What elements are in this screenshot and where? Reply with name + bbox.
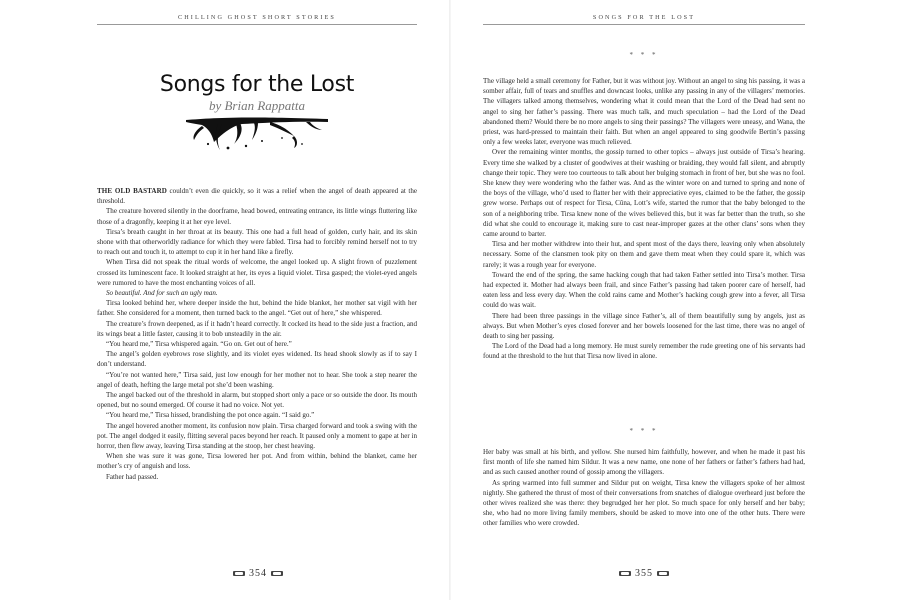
- paragraph: Over the remaining winter months, the gossip turned to other topics – always just outside of Tirsa’s hearing. Every time she walked by a cluster of goodwives at their washing or braiding, they would fall silent, and abruptly change their topic. They were too courteous to talk about her bulging stomach in front of her, but she was no fool. She knew they were wondering who the father was. And as the winter wore on and turned to spring and none of the boys of the village, who’d used to flatter her with their appreciative eyes, claimed to be the father, the gossip grew worse. Perhaps out of respect for Tirsa, Cûna, Lott’s wife, started the rumor that the baby belonged to the son of a neighboring tribe. Tirsa knew none of the wives believed this, but it was far better than the truth, so she did what she could to encourage it, making sure to cast near-improper gazes at the other clans’ sons when they came around to barter.: [483, 148, 805, 239]
- page-number: 354: [249, 568, 267, 579]
- folio-ornament-icon: [233, 571, 245, 576]
- lead-words: THE OLD BASTARD: [97, 187, 167, 195]
- section-break: * * *: [629, 427, 659, 435]
- paragraph: “You heard me,” Tirsa whispered again. “Go on. Get out of here.”: [106, 340, 292, 349]
- paragraph: Father had passed.: [106, 472, 159, 481]
- right-running-head: SONGS FOR THE LOST: [592, 14, 696, 21]
- paragraph: “You heard me,” Tirsa hissed, brandishing the pot once again. “I said go.”: [106, 411, 315, 420]
- paragraph: When she was sure it was gone, Tirsa lowered her pot. And from within, behind the blanket, came her mother’s cry of anguish and loss.: [97, 452, 417, 471]
- paragraph: When Tirsa did not speak the ritual words of welcome, the angel looked up. A slight frown of puzzlement crossed its luminescent face. It looked straight at her, its eyes a liquid violet. Tirsa gasped; the violet-eyed angels were rumored to have the most enchanting voices of all.: [97, 258, 417, 287]
- paragraph: The creature’s frown deepened, as if it hadn’t heard correctly. It cocked its head to the side just a fraction, and its wings beat a little faster, causing it to bob unsteadily in the air.: [97, 319, 417, 338]
- left-head-rule: [97, 24, 417, 25]
- paragraph: “You’re not wanted here,” Tirsa said, just low enough for her mother not to hear. She took a step nearer the angel of death, hefting the large metal pot she’d been washing.: [97, 370, 417, 389]
- paragraph-italic: So beautiful. And for such an ugly man.: [106, 289, 218, 298]
- paragraph: Tirsa and her mother withdrew into their hut, and spent most of the days there, leaving only when absolutely necessary. Some of the clansmen took pity on them and gave them meat when they could spare it, which was rarely; it was a rough year for everyone.: [483, 240, 805, 269]
- folio-ornament-icon: [271, 571, 283, 576]
- left-folio: [233, 568, 283, 579]
- paragraph: The angel hovered another moment, its confusion now plain. Tirsa charged forward and took a swing with the pot. The angel dodged it easily, flitting several paces beyond her reach. It paused only a moment to gape at her in horror, then flew away, leaving Tirsa standing at the stoop, her chest heaving.: [97, 421, 417, 451]
- paragraph: The angel’s golden eyebrows rose slightly, and its violet eyes widened. Its head shook slowly as if to say I don’t understand.: [97, 350, 417, 369]
- paragraph: The village held a small ceremony for Father, but it was without joy. Without an angel to sing his passing, it was a somber affair, full of tears and snuffles and downcast looks, unlike any passing in any of the villagers’ memories. The villagers talked among themselves, wondering what it could mean that the Lord of the Dead had sent no angel to sing her father’s passing. There was much talk, and much speculation – had the Lord of the Dead abandoned them? Would there be no more angels to sing their passings? The villagers were uneasy, and Wana, the priest, was hard-pressed to maintain their faith. But when an angel appeared to sing goodwife Bertin’s passing only a few weeks later, everyone was much relieved.: [483, 77, 805, 147]
- paragraph: Tirsa’s breath caught in her throat at its beauty. This one had a full head of golden, curly hair, and its skin shone with that otherworldly radiance for which they were fabled. Tirsa had to forcibly remind herself not to try to reach out and touch it, to attempt to cup it in her hand like a firefly.: [97, 227, 417, 257]
- right-body-text-b: [483, 447, 805, 529]
- left-body-text: [97, 186, 417, 482]
- folio-ornament-icon: [619, 571, 631, 576]
- paragraph: The creature hovered silently in the doorframe, head bowed, entreating entrance, its little wings fluttering like those of a dragonfly, keeping it at her eye level.: [97, 207, 417, 226]
- folio-ornament-icon: [657, 571, 669, 576]
- paragraph: Tirsa looked behind her, where deeper inside the hut, behind the hide blanket, her mother sat vigil with her father. She considered for a moment, then turned back to the angel. “Get out of here,” she whispered.: [97, 299, 417, 318]
- right-body-text-a: [483, 76, 805, 362]
- story-author: by Brian Rappatta: [208, 98, 306, 113]
- paragraph: THE OLD BASTARD couldn’t even die quickly, so it was a relief when the angel of death appeared at the threshold.: [97, 187, 418, 206]
- paragraph: The Lord of the Dead had a long memory. He must surely remember the rude greeting one of his servants had found at the threshold to the hut that Tirsa now lived in alone.: [483, 342, 805, 361]
- paragraph: The angel backed out of the threshold in alarm, but stopped short only a pace or so outside the door. Its mouth opened, but no sound emerged. Of course it had no voice. Not yet.: [97, 391, 417, 410]
- story-title: Songs for the Lost: [159, 72, 355, 97]
- paragraph: As spring warmed into full summer and Sildur put on weight, Tirsa knew the villagers spoke of her almost nightly. She gathered the thrust of most of their conversations from snatches of dialogue overheard just before the other wives realized she was there: they begrudged her her plot. So much space for only herself and her baby; she, who had no more living family members, should be asked to move into one of the other huts. There were other families who were crowded.: [483, 478, 805, 528]
- section-break: * * *: [629, 51, 659, 59]
- paragraph: Toward the end of the spring, the same hacking cough that had taken Father settled into Tirsa’s mother. Tirsa had expected it. Mother had always been frail, and since Father’s passing had taken poorer care of herself, had eaten less and less every day. When the cold rains came and Mother’s hacking cough grew into a fever, all Tirsa could do was wait.: [483, 270, 805, 310]
- left-running-head: CHILLING GHOST SHORT STORIES: [178, 14, 336, 21]
- paragraph: There had been three passings in the village since Father’s, all of them beautifully sung by angels, just as always. But when Mother’s eyes closed forever and her bowels loosened for the last time, there was no angel of death to sing her passing.: [483, 311, 805, 341]
- page-number: 355: [635, 568, 653, 579]
- book-gutter: [449, 0, 451, 600]
- paragraph: Her baby was small at his birth, and yellow. She nursed him faithfully, however, and when he made it past his first month of life she named him Sildur. It was a new name, one none of her fathers or father’s fathers had had, and as such caused another round of gossip among the villagers.: [483, 448, 805, 477]
- right-head-rule: [483, 24, 805, 25]
- ink-splash-ornament: [182, 114, 332, 154]
- right-folio: [619, 568, 669, 579]
